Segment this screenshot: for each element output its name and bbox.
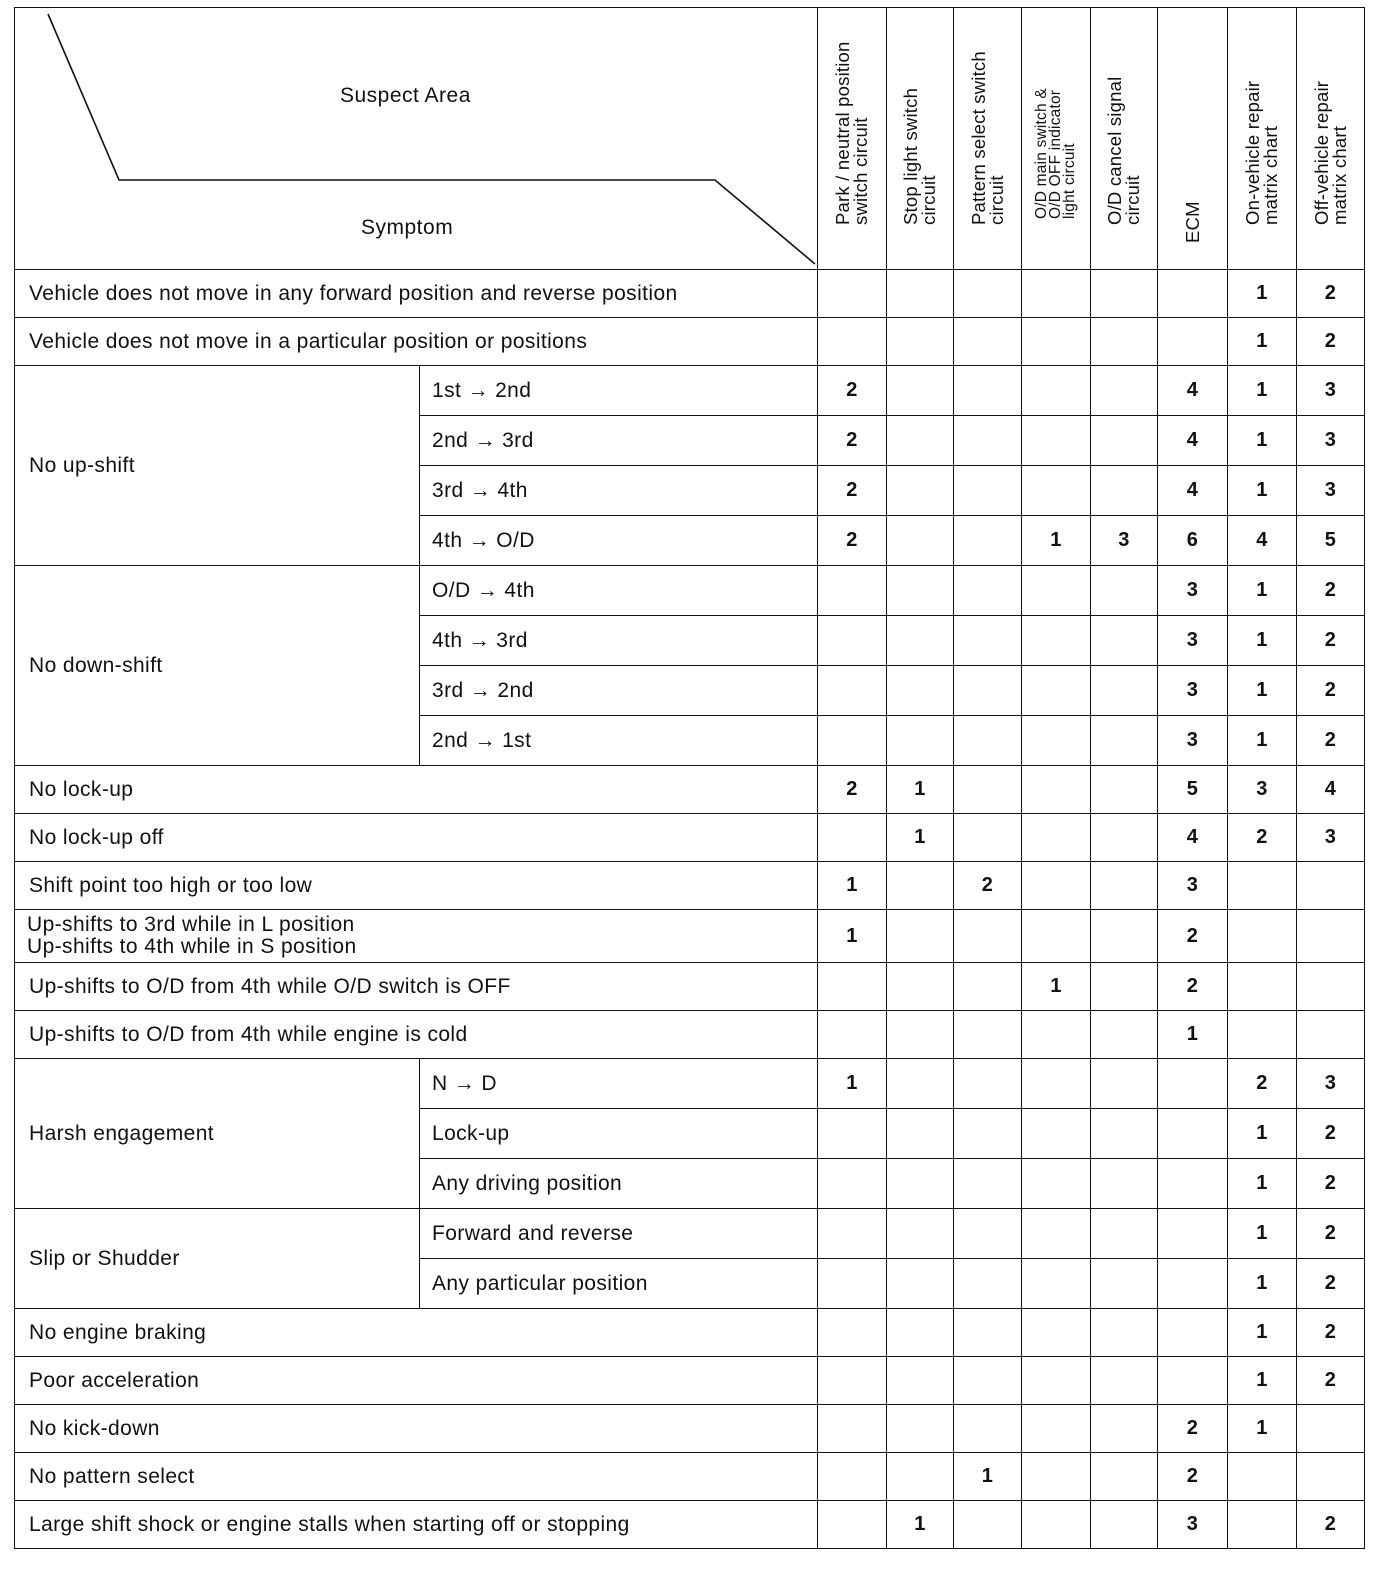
value-cell-od-cancel (1091, 766, 1158, 814)
value-cell-on-vehicle (1228, 1011, 1297, 1059)
column-header-off-vehicle (1297, 8, 1365, 270)
value-cell-on-vehicle (1228, 910, 1297, 963)
value-cell-ecm (1158, 318, 1228, 366)
symptom-group-cell: Slip or Shudder (15, 1209, 420, 1309)
value-cell-od-main (1022, 1011, 1091, 1059)
value-cell-stop-light (887, 1453, 954, 1501)
value-cell-od-main (1022, 1357, 1091, 1405)
value-cell-off-vehicle: 3 (1297, 466, 1365, 516)
value-cell-park-neutral: 1 (818, 910, 887, 963)
value-cell-od-cancel (1091, 716, 1158, 766)
value-cell-od-cancel (1091, 1109, 1158, 1159)
symptom-cell: Vehicle does not move in any forward position and reverse position (15, 270, 818, 318)
value-cell-park-neutral (818, 1259, 887, 1309)
value-cell-ecm (1158, 1259, 1228, 1309)
table-row (15, 1405, 1365, 1453)
column-header-line: O/D main switch & (1033, 88, 1050, 219)
value-cell-on-vehicle: 1 (1228, 1259, 1297, 1309)
column-header-pattern-select (954, 8, 1022, 270)
value-cell-off-vehicle: 2 (1297, 270, 1365, 318)
symptom-sub-cell: N → D (420, 1059, 818, 1109)
column-header-line: circuit (1122, 175, 1143, 225)
symptom-sub-cell: Forward and reverse (420, 1209, 818, 1259)
value-cell-od-main: 1 (1022, 516, 1091, 566)
value-cell-od-cancel (1091, 1357, 1158, 1405)
column-header-line: O/D OFF indicator (1047, 89, 1064, 219)
value-cell-od-cancel (1091, 1159, 1158, 1209)
value-cell-park-neutral (818, 318, 887, 366)
value-cell-off-vehicle (1297, 1011, 1365, 1059)
column-header-line: circuit (985, 175, 1007, 225)
value-cell-park-neutral (818, 963, 887, 1011)
value-cell-ecm (1158, 1159, 1228, 1209)
symptom-cell: Up-shifts to O/D from 4th while O/D switch is OFF (15, 963, 818, 1011)
value-cell-off-vehicle: 3 (1297, 366, 1365, 416)
symptom-line: Up-shifts to 4th while in S position (27, 935, 357, 958)
value-cell-pattern-select (954, 516, 1022, 566)
value-cell-on-vehicle: 1 (1228, 666, 1297, 716)
value-cell-od-main (1022, 666, 1091, 716)
value-cell-od-main (1022, 814, 1091, 862)
value-cell-off-vehicle: 2 (1297, 318, 1365, 366)
value-cell-ecm (1158, 1209, 1228, 1259)
value-cell-stop-light (887, 716, 954, 766)
value-cell-park-neutral: 2 (818, 516, 887, 566)
value-cell-pattern-select (954, 1501, 1022, 1549)
value-cell-off-vehicle: 2 (1297, 1209, 1365, 1259)
value-cell-ecm: 2 (1158, 1405, 1228, 1453)
value-cell-off-vehicle: 2 (1297, 1159, 1365, 1209)
value-cell-stop-light (887, 666, 954, 716)
value-cell-od-main (1022, 466, 1091, 516)
value-cell-park-neutral: 2 (818, 366, 887, 416)
value-cell-od-main (1022, 566, 1091, 616)
value-cell-off-vehicle: 2 (1297, 716, 1365, 766)
value-cell-park-neutral (818, 1209, 887, 1259)
table-row (15, 318, 1365, 366)
value-cell-on-vehicle: 2 (1228, 1059, 1297, 1109)
table-row (15, 1501, 1365, 1549)
column-header-text (834, 41, 870, 225)
value-cell-on-vehicle: 1 (1228, 1405, 1297, 1453)
table-row (15, 766, 1365, 814)
value-cell-od-main (1022, 910, 1091, 963)
value-cell-od-main (1022, 1405, 1091, 1453)
value-cell-on-vehicle: 1 (1228, 566, 1297, 616)
value-cell-stop-light (887, 1357, 954, 1405)
symptom-sub-cell: Lock-up (420, 1109, 818, 1159)
value-cell-pattern-select (954, 366, 1022, 416)
symptom-sub-cell: 4th → O/D (420, 516, 818, 566)
value-cell-od-main (1022, 318, 1091, 366)
value-cell-on-vehicle: 3 (1228, 766, 1297, 814)
column-header-line: Stop light switch (900, 87, 921, 225)
value-cell-pattern-select (954, 1059, 1022, 1109)
value-cell-od-cancel (1091, 1453, 1158, 1501)
value-cell-on-vehicle: 1 (1228, 716, 1297, 766)
column-header-stop-light (887, 8, 954, 270)
symptom-sub-cell: 3rd → 4th (420, 466, 818, 516)
value-cell-pattern-select (954, 270, 1022, 318)
value-cell-od-cancel (1091, 862, 1158, 910)
value-cell-stop-light (887, 862, 954, 910)
value-cell-od-main (1022, 1159, 1091, 1209)
value-cell-off-vehicle: 2 (1297, 666, 1365, 716)
table-row (15, 910, 1365, 963)
value-cell-ecm (1158, 1059, 1228, 1109)
symptom-sub-cell: 2nd → 1st (420, 716, 818, 766)
value-cell-od-cancel (1091, 318, 1158, 366)
value-cell-od-main (1022, 766, 1091, 814)
value-cell-pattern-select (954, 963, 1022, 1011)
value-cell-off-vehicle: 2 (1297, 1501, 1365, 1549)
value-cell-ecm (1158, 270, 1228, 318)
value-cell-pattern-select (954, 1011, 1022, 1059)
value-cell-park-neutral (818, 1453, 887, 1501)
value-cell-park-neutral (818, 1159, 887, 1209)
value-cell-od-main (1022, 1209, 1091, 1259)
value-cell-pattern-select (954, 416, 1022, 466)
value-cell-stop-light (887, 1059, 954, 1109)
symptom-sub-cell: 2nd → 3rd (420, 416, 818, 466)
value-cell-off-vehicle: 2 (1297, 1309, 1365, 1357)
column-header-line: Pattern select switch (967, 51, 989, 225)
value-cell-off-vehicle: 3 (1297, 1059, 1365, 1109)
value-cell-on-vehicle: 1 (1228, 366, 1297, 416)
value-cell-off-vehicle: 2 (1297, 566, 1365, 616)
value-cell-on-vehicle: 1 (1228, 1209, 1297, 1259)
column-header-line: ECM (1181, 201, 1203, 243)
symptom-sub-cell: O/D → 4th (420, 566, 818, 616)
value-cell-pattern-select (954, 1109, 1022, 1159)
value-cell-off-vehicle (1297, 862, 1365, 910)
column-header-text (967, 51, 1007, 225)
column-header-od-main (1022, 8, 1091, 270)
value-cell-ecm: 5 (1158, 766, 1228, 814)
value-cell-park-neutral (818, 1357, 887, 1405)
value-cell-od-cancel (1091, 1259, 1158, 1309)
value-cell-stop-light (887, 1259, 954, 1309)
value-cell-ecm: 3 (1158, 616, 1228, 666)
value-cell-od-cancel (1091, 1405, 1158, 1453)
value-cell-park-neutral: 1 (818, 862, 887, 910)
value-cell-pattern-select (954, 466, 1022, 516)
symptom-cell: Up-shifts to O/D from 4th while engine is cold (15, 1011, 818, 1059)
value-cell-od-main (1022, 1109, 1091, 1159)
value-cell-ecm: 2 (1158, 910, 1228, 963)
value-cell-stop-light: 1 (887, 766, 954, 814)
value-cell-pattern-select (954, 1405, 1022, 1453)
column-header-line: O/D cancel signal (1104, 76, 1125, 225)
symptom-group-cell: Harsh engagement (15, 1059, 420, 1209)
value-cell-on-vehicle: 1 (1228, 318, 1297, 366)
column-header-park-neutral (818, 8, 887, 270)
value-cell-od-cancel (1091, 666, 1158, 716)
table-row (15, 1309, 1365, 1357)
value-cell-ecm: 4 (1158, 466, 1228, 516)
value-cell-park-neutral (818, 616, 887, 666)
column-header-line: circuit (918, 175, 939, 225)
value-cell-ecm (1158, 1109, 1228, 1159)
value-cell-on-vehicle: 1 (1228, 270, 1297, 318)
value-cell-od-cancel: 3 (1091, 516, 1158, 566)
value-cell-od-main (1022, 1501, 1091, 1549)
table-row (15, 814, 1365, 862)
value-cell-pattern-select: 1 (954, 1453, 1022, 1501)
table-row (15, 1453, 1365, 1501)
table-row (15, 366, 1365, 416)
table-row (15, 1357, 1365, 1405)
symptom-label: Symptom (361, 216, 454, 239)
column-header-text (1244, 81, 1280, 225)
value-cell-stop-light: 1 (887, 1501, 954, 1549)
value-cell-on-vehicle: 1 (1228, 1357, 1297, 1405)
value-cell-off-vehicle (1297, 1453, 1365, 1501)
symptom-cell: Poor acceleration (15, 1357, 818, 1405)
value-cell-ecm: 3 (1158, 862, 1228, 910)
column-header-on-vehicle (1228, 8, 1297, 270)
value-cell-on-vehicle: 4 (1228, 516, 1297, 566)
value-cell-on-vehicle: 1 (1228, 1109, 1297, 1159)
column-header-text (1035, 88, 1077, 219)
symptom-group-cell: No up-shift (15, 366, 420, 566)
value-cell-pattern-select (954, 766, 1022, 814)
value-cell-on-vehicle: 1 (1228, 1309, 1297, 1357)
value-cell-od-cancel (1091, 466, 1158, 516)
column-header-text (902, 88, 938, 225)
value-cell-ecm: 3 (1158, 1501, 1228, 1549)
value-cell-od-main (1022, 1259, 1091, 1309)
value-cell-od-cancel (1091, 1059, 1158, 1109)
value-cell-park-neutral: 2 (818, 466, 887, 516)
value-cell-stop-light (887, 1159, 954, 1209)
value-cell-od-main (1022, 716, 1091, 766)
symptom-sub-cell: 1st → 2nd (420, 366, 818, 416)
value-cell-pattern-select: 2 (954, 862, 1022, 910)
symptom-cell: Shift point too high or too low (15, 862, 818, 910)
value-cell-ecm: 3 (1158, 666, 1228, 716)
value-cell-park-neutral (818, 814, 887, 862)
value-cell-od-main (1022, 1059, 1091, 1109)
symptom-group-cell: No down-shift (15, 566, 420, 766)
value-cell-off-vehicle: 3 (1297, 416, 1365, 466)
column-header-line: switch circuit (850, 117, 871, 225)
value-cell-od-main: 1 (1022, 963, 1091, 1011)
value-cell-pattern-select (954, 1209, 1022, 1259)
value-cell-od-cancel (1091, 814, 1158, 862)
value-cell-pattern-select (954, 1357, 1022, 1405)
column-header-text (1106, 77, 1142, 225)
symptom-cell: Vehicle does not move in a particular position or positions (15, 318, 818, 366)
value-cell-off-vehicle (1297, 910, 1365, 963)
symptom-cell: No pattern select (15, 1453, 818, 1501)
table-row (15, 862, 1365, 910)
column-header-line: light circuit (1061, 143, 1078, 219)
value-cell-stop-light (887, 963, 954, 1011)
value-cell-off-vehicle (1297, 1405, 1365, 1453)
column-header-od-cancel (1091, 8, 1158, 270)
value-cell-on-vehicle (1228, 1453, 1297, 1501)
value-cell-od-cancel (1091, 1309, 1158, 1357)
value-cell-off-vehicle: 4 (1297, 766, 1365, 814)
value-cell-ecm: 4 (1158, 416, 1228, 466)
value-cell-park-neutral: 2 (818, 416, 887, 466)
value-cell-od-cancel (1091, 616, 1158, 666)
column-header-line: matrix chart (1328, 125, 1350, 225)
value-cell-ecm: 6 (1158, 516, 1228, 566)
value-cell-park-neutral (818, 1405, 887, 1453)
value-cell-off-vehicle: 2 (1297, 616, 1365, 666)
value-cell-pattern-select (954, 318, 1022, 366)
value-cell-pattern-select (954, 666, 1022, 716)
value-cell-ecm: 4 (1158, 366, 1228, 416)
column-header-line: Off-vehicle repair (1310, 80, 1332, 225)
value-cell-od-cancel (1091, 1011, 1158, 1059)
value-cell-park-neutral (818, 1309, 887, 1357)
value-cell-on-vehicle (1228, 1501, 1297, 1549)
value-cell-stop-light (887, 270, 954, 318)
value-cell-od-cancel (1091, 270, 1158, 318)
symptom-cell: No engine braking (15, 1309, 818, 1357)
value-cell-off-vehicle (1297, 963, 1365, 1011)
value-cell-od-cancel (1091, 566, 1158, 616)
header-corner-cell (15, 8, 818, 270)
value-cell-stop-light (887, 466, 954, 516)
value-cell-ecm (1158, 1309, 1228, 1357)
symptom-sub-cell: Any particular position (420, 1259, 818, 1309)
value-cell-pattern-select (954, 910, 1022, 963)
value-cell-od-main (1022, 366, 1091, 416)
value-cell-od-main (1022, 416, 1091, 466)
value-cell-stop-light: 1 (887, 814, 954, 862)
column-header-line: On-vehicle repair (1242, 80, 1263, 225)
value-cell-on-vehicle: 1 (1228, 1159, 1297, 1209)
value-cell-on-vehicle: 1 (1228, 416, 1297, 466)
symptom-sub-cell: 3rd → 2nd (420, 666, 818, 716)
value-cell-ecm: 1 (1158, 1011, 1228, 1059)
suspect-area-label: Suspect Area (340, 84, 471, 107)
value-cell-stop-light (887, 1405, 954, 1453)
value-cell-stop-light (887, 416, 954, 466)
value-cell-pattern-select (954, 566, 1022, 616)
column-header-text (1181, 201, 1203, 243)
value-cell-od-cancel (1091, 963, 1158, 1011)
value-cell-park-neutral (818, 1011, 887, 1059)
table-row (15, 1059, 1365, 1109)
value-cell-ecm (1158, 1357, 1228, 1405)
value-cell-on-vehicle: 2 (1228, 814, 1297, 862)
column-header-line: matrix chart (1260, 125, 1281, 225)
value-cell-on-vehicle (1228, 862, 1297, 910)
value-cell-pattern-select (954, 1309, 1022, 1357)
column-header-line: Park / neutral position (832, 41, 853, 225)
table-body (15, 8, 1365, 1549)
column-header-text (1310, 80, 1350, 225)
value-cell-ecm: 3 (1158, 566, 1228, 616)
symptom-line: Up-shifts to 3rd while in L position (27, 913, 355, 936)
value-cell-ecm: 2 (1158, 963, 1228, 1011)
symptom-cell: No lock-up (15, 766, 818, 814)
value-cell-off-vehicle: 2 (1297, 1259, 1365, 1309)
value-cell-stop-light (887, 1011, 954, 1059)
value-cell-od-main (1022, 270, 1091, 318)
table-row (15, 270, 1365, 318)
value-cell-od-main (1022, 1453, 1091, 1501)
value-cell-stop-light (887, 616, 954, 666)
value-cell-od-cancel (1091, 366, 1158, 416)
value-cell-od-cancel (1091, 416, 1158, 466)
value-cell-off-vehicle: 2 (1297, 1109, 1365, 1159)
value-cell-stop-light (887, 366, 954, 416)
value-cell-od-cancel (1091, 1501, 1158, 1549)
value-cell-park-neutral (818, 666, 887, 716)
value-cell-stop-light (887, 318, 954, 366)
symptom-sub-cell: Any driving position (420, 1159, 818, 1209)
value-cell-park-neutral (818, 1109, 887, 1159)
value-cell-park-neutral: 2 (818, 766, 887, 814)
value-cell-ecm: 3 (1158, 716, 1228, 766)
value-cell-pattern-select (954, 1259, 1022, 1309)
column-header-ecm (1158, 8, 1228, 270)
value-cell-off-vehicle: 2 (1297, 1357, 1365, 1405)
value-cell-park-neutral (818, 270, 887, 318)
symptom-cell (15, 910, 818, 963)
value-cell-pattern-select (954, 1159, 1022, 1209)
table-row (15, 566, 1365, 616)
value-cell-park-neutral (818, 1501, 887, 1549)
value-cell-off-vehicle: 3 (1297, 814, 1365, 862)
value-cell-park-neutral (818, 566, 887, 616)
table-row (15, 1209, 1365, 1259)
table-row (15, 1011, 1365, 1059)
value-cell-stop-light (887, 910, 954, 963)
value-cell-pattern-select (954, 814, 1022, 862)
value-cell-off-vehicle: 5 (1297, 516, 1365, 566)
value-cell-od-main (1022, 616, 1091, 666)
value-cell-stop-light (887, 566, 954, 616)
header-row (15, 8, 1365, 270)
value-cell-stop-light (887, 1109, 954, 1159)
value-cell-stop-light (887, 516, 954, 566)
value-cell-od-main (1022, 1309, 1091, 1357)
value-cell-od-cancel (1091, 1209, 1158, 1259)
value-cell-pattern-select (954, 716, 1022, 766)
symptom-cell: Large shift shock or engine stalls when starting off or stopping (15, 1501, 818, 1549)
table-row (15, 963, 1365, 1011)
value-cell-on-vehicle: 1 (1228, 616, 1297, 666)
value-cell-park-neutral (818, 716, 887, 766)
value-cell-stop-light (887, 1209, 954, 1259)
value-cell-on-vehicle: 1 (1228, 466, 1297, 516)
value-cell-on-vehicle (1228, 963, 1297, 1011)
symptom-cell: No lock-up off (15, 814, 818, 862)
value-cell-od-cancel (1091, 910, 1158, 963)
symptom-sub-cell: 4th → 3rd (420, 616, 818, 666)
value-cell-od-main (1022, 862, 1091, 910)
repair-matrix-table (14, 7, 1365, 1549)
value-cell-park-neutral: 1 (818, 1059, 887, 1109)
value-cell-ecm: 4 (1158, 814, 1228, 862)
value-cell-ecm: 2 (1158, 1453, 1228, 1501)
value-cell-pattern-select (954, 616, 1022, 666)
symptom-cell: No kick-down (15, 1405, 818, 1453)
value-cell-stop-light (887, 1309, 954, 1357)
